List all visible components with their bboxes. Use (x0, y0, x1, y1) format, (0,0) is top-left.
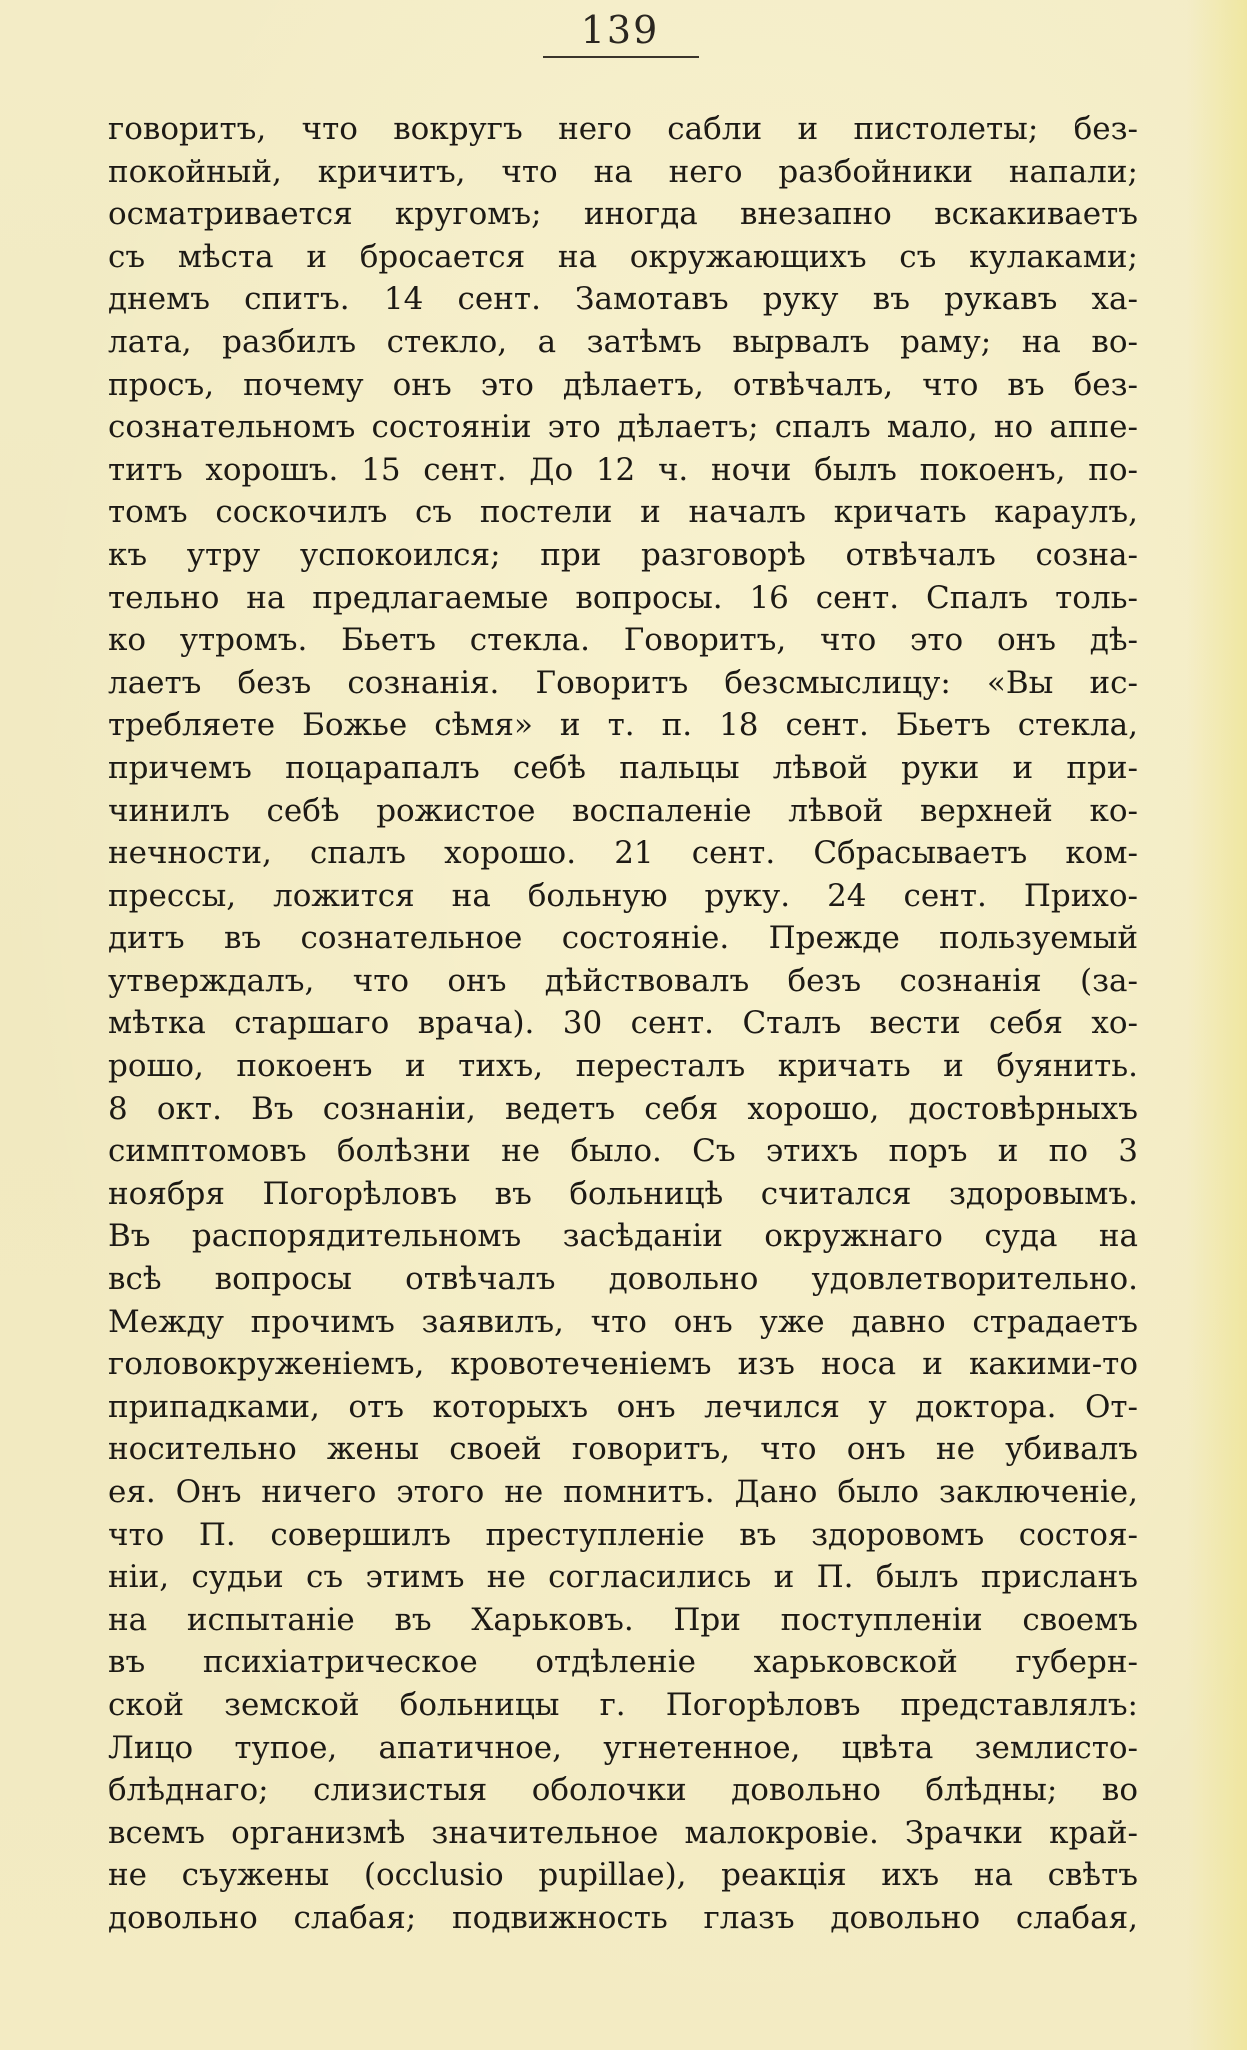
text-line: просъ, почему онъ это дѣлаетъ, отвѣчалъ, что въ без- (108, 366, 1138, 403)
text-line: покойный, кричитъ, что на него разбойники напали; (108, 153, 1138, 190)
text-line: нечности, спалъ хорошо. 21 сент. Сбрасываетъ ком- (108, 835, 1138, 872)
text-line: мѣтка старшаго врача). 30 сент. Сталъ вести себя хо- (108, 1005, 1138, 1042)
page-edge-discoloration (1187, 0, 1247, 2050)
text-line: прессы, ложится на больную руку. 24 сент. Прихо- (108, 877, 1138, 914)
text-line: днемъ спитъ. 14 сент. Замотавъ руку въ рукавъ ха- (108, 281, 1138, 318)
text-line: дитъ въ сознательное состояніе. Прежде пользуемый (108, 920, 1138, 957)
text-line: головокруженіемъ, кровотеченіемъ изъ носа и какими-то (108, 1346, 1138, 1383)
body-text (108, 108, 1138, 1940)
text-line: не съужены (occlusio pupillae), реакція ихъ на свѣтъ (108, 1857, 1138, 1894)
text-line: лата, разбилъ стекло, а затѣмъ вырвалъ раму; на во- (108, 323, 1138, 360)
text-line: титъ хорошъ. 15 сент. До 12 ч. ночи былъ покоенъ, по- (108, 451, 1138, 488)
text-line: ской земской больницы г. Погорѣловъ представлялъ: (108, 1686, 1138, 1723)
text-line: 8 окт. Въ сознаніи, ведетъ себя хорошо, достовѣрныхъ (108, 1090, 1138, 1127)
text-line: всѣ вопросы отвѣчалъ довольно удовлетворительно. (108, 1261, 1138, 1298)
text-line: ніи, судьи съ этимъ не согласились и П. былъ присланъ (108, 1559, 1138, 1596)
text-line: говоритъ, что вокругъ него сабли и пистолеты; без- (108, 111, 1138, 147)
text-line: Въ распорядительномъ засѣданіи окружнаго суда на (108, 1218, 1138, 1255)
text-line: въ психіатрическое отдѣленіе харьковской губерн- (108, 1644, 1138, 1681)
text-line: припадками, отъ которыхъ онъ лечился у доктора. От- (108, 1388, 1138, 1425)
text-line: симптомовъ болѣзни не было. Съ этихъ поръ и по 3 (108, 1133, 1138, 1170)
text-line: рошо, покоенъ и тихъ, пересталъ кричать и буянить. (108, 1048, 1138, 1085)
text-line: утверждалъ, что онъ дѣйствовалъ безъ сознанія (за- (108, 962, 1138, 999)
text-line: чинилъ себѣ рожистое воспаленіе лѣвой верхней ко- (108, 792, 1138, 829)
text-line: сознательномъ состояніи это дѣлаетъ; спалъ мало, но аппе- (108, 409, 1138, 446)
text-line: съ мѣста и бросается на окружающихъ съ кулаками; (108, 238, 1138, 275)
text-line: что П. совершилъ преступленіе въ здоровомъ состоя- (108, 1516, 1138, 1553)
text-line: Между прочимъ заявилъ, что онъ уже давно страдаетъ (108, 1303, 1138, 1340)
text-line: носительно жены своей говоритъ, что онъ не убивалъ (108, 1431, 1138, 1468)
page-number-rule (543, 56, 699, 58)
text-line: ко утромъ. Бьетъ стекла. Говоритъ, что это онъ дѣ- (108, 622, 1138, 659)
text-line: Лицо тупое, апатичное, угнетенное, цвѣта землисто- (108, 1729, 1138, 1766)
text-line: причемъ поцарапалъ себѣ пальцы лѣвой руки и при- (108, 749, 1138, 786)
text-line: томъ соскочилъ съ постели и началъ кричать караулъ, (108, 494, 1138, 531)
text-line: всемъ организмѣ значительное малокровіе. Зрачки край- (108, 1814, 1138, 1851)
page-number: 139 (580, 8, 660, 52)
text-line: къ утру успокоился; при разговорѣ отвѣчалъ созна- (108, 536, 1138, 573)
text-line: ноября Погорѣловъ въ больницѣ считался здоровымъ. (108, 1175, 1138, 1212)
text-line: довольно слабая; подвижность глазъ довольно слабая, (108, 1899, 1138, 1936)
text-line: тельно на предлагаемые вопросы. 16 сент. Спалъ толь- (108, 579, 1138, 616)
text-line: блѣднаго; слизистыя оболочки довольно блѣдны; во (108, 1772, 1138, 1809)
text-line: лаетъ безъ сознанія. Говоритъ безсмыслицу: «Вы ис- (108, 664, 1138, 701)
text-line: осматривается кругомъ; иногда внезапно вскакиваетъ (108, 196, 1138, 233)
text-line: требляете Божье сѣмя» и т. п. 18 сент. Бьетъ стекла, (108, 707, 1138, 744)
text-line: ея. Онъ ничего этого не помнитъ. Дано было заключеніе, (108, 1474, 1138, 1510)
text-line: на испытаніе въ Харьковъ. При поступленіи своемъ (108, 1601, 1138, 1638)
